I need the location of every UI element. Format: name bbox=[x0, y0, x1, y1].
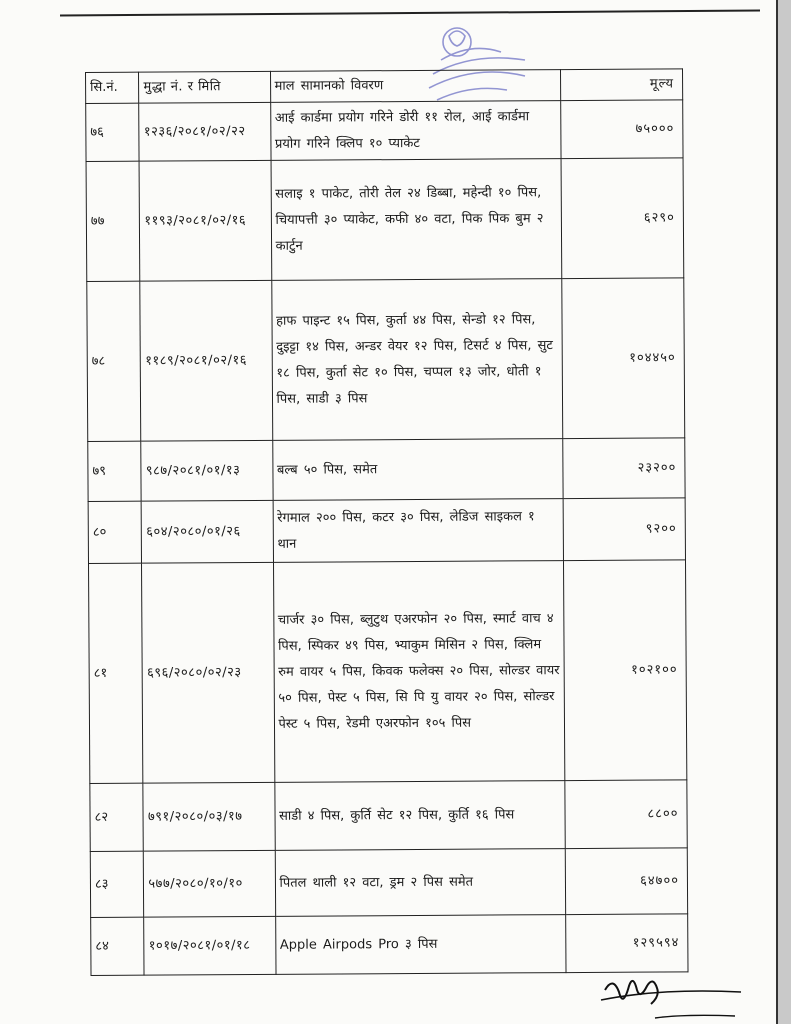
table-row bbox=[87, 278, 685, 442]
row-value: १२९५९४ bbox=[566, 914, 688, 973]
row-value: १०२१०० bbox=[563, 560, 686, 781]
header-value: मूल्य bbox=[560, 69, 682, 101]
table-row bbox=[90, 848, 687, 918]
table-row bbox=[86, 158, 684, 282]
header-goods-description: माल सामानको विवरण bbox=[270, 70, 561, 103]
row-serial: ८२ bbox=[90, 783, 144, 851]
row-value: ६४७०० bbox=[565, 848, 687, 915]
row-description: हाफ पाइन्ट १५ पिस, कुर्ता ४४ पिस, सेन्डो १२ पिस, दुइट्टा १४ पिस, अन्डर वेयर १२ पिस, टिसर्ट ४ पिस, सुट १८ पिस, कुर्ता सेट १० पिस, चप्पल १३ जोर, धोती १ पिस, साडी ३ पिस bbox=[271, 279, 562, 441]
row-description: चार्जर ३० पिस, ब्लुटुथ एअरफोन २० पिस, स्मार्ट वाच ४ पिस, स्पिकर ४९ पिस, भ्याकुम मिसिन २ पिस, क्लिम रुम वायर ५ पिस, किवक फलेक्स २० पिस, सोल्डर वायर ५० पिस, पेस्ट ५ पिस, सि पि यु वायर २० पिस, सोल्डर पेस्ट ५ पिस, रेडमी एअरफोन १०५ पिस bbox=[273, 561, 565, 783]
row-value: २३२०० bbox=[563, 438, 685, 499]
row-serial: ८३ bbox=[90, 851, 144, 917]
signature-icon bbox=[595, 972, 745, 1024]
row-serial: ८० bbox=[88, 501, 142, 563]
row-serial: ८४ bbox=[91, 917, 145, 975]
header-serial: सि.नं. bbox=[86, 72, 140, 103]
row-description: Apple Airpods Pro ३ पिस bbox=[275, 915, 566, 975]
row-case-number: ७९१/२०८०/०३/१७ bbox=[143, 782, 275, 851]
table-row bbox=[91, 914, 688, 976]
row-value: १०४४५० bbox=[562, 278, 685, 439]
row-case-number: ६०४/२०८०/०१/२६ bbox=[142, 500, 273, 563]
row-serial: ७९ bbox=[88, 441, 142, 501]
row-case-number: ११८९/२०८१/०२/१६ bbox=[140, 280, 272, 441]
table-row bbox=[89, 560, 687, 784]
row-description: बल्ब ५० पिस, समेत bbox=[272, 439, 563, 501]
table-header-row bbox=[86, 69, 683, 104]
row-case-number: ६९६/२०८०/०२/२३ bbox=[142, 562, 274, 783]
table-row bbox=[88, 438, 685, 502]
row-serial: ७६ bbox=[86, 103, 140, 161]
row-description: रेगमाल २०० पिस, कटर ३० पिस, लेडिज साइकल १ थान bbox=[273, 499, 564, 563]
row-value: ६२९० bbox=[561, 158, 684, 279]
row-description: साडी ४ पिस, कुर्ति सेट १२ पिस, कुर्ति १६ पिस bbox=[274, 781, 565, 851]
table-row bbox=[88, 498, 685, 564]
row-case-number: १०१७/२०८१/०१/१८ bbox=[144, 916, 275, 975]
goods-ledger-table bbox=[85, 68, 689, 976]
row-serial: ७७ bbox=[86, 161, 140, 281]
row-case-number: ११९३/२०८१/०२/१६ bbox=[139, 160, 271, 281]
row-case-number: ५७७/२०८०/१०/१० bbox=[144, 850, 275, 917]
row-description: सलाइ १ पाकेट, तोरी तेल २४ डिब्बा, महेन्दी १० पिस, चियापत्ती ३० प्याकेट, कफी ४० वटा, पिक पिक बुम २ कार्टुन bbox=[271, 159, 562, 281]
row-case-number: ९८७/२०८१/०१/१३ bbox=[141, 440, 272, 501]
row-case-number: १२३६/२०८१/०२/२२ bbox=[139, 102, 270, 161]
table-row bbox=[86, 100, 683, 162]
row-value: ८८०० bbox=[565, 780, 687, 849]
row-description: आई कार्डमा प्रयोग गरिने डोरी ११ रोल, आई कार्डमा प्रयोग गरिने क्लिप १० प्याकेट bbox=[270, 101, 561, 161]
row-serial: ८१ bbox=[89, 563, 144, 783]
table-row bbox=[90, 780, 687, 852]
row-serial: ७८ bbox=[87, 281, 141, 441]
row-description: पितल थाली १२ वटा, ड्रम २ पिस समेत bbox=[275, 849, 566, 917]
header-case-number-date: मुद्धा नं. र मिति bbox=[139, 71, 270, 103]
row-value: ९२०० bbox=[563, 498, 685, 561]
row-value: ७५००० bbox=[561, 100, 683, 159]
